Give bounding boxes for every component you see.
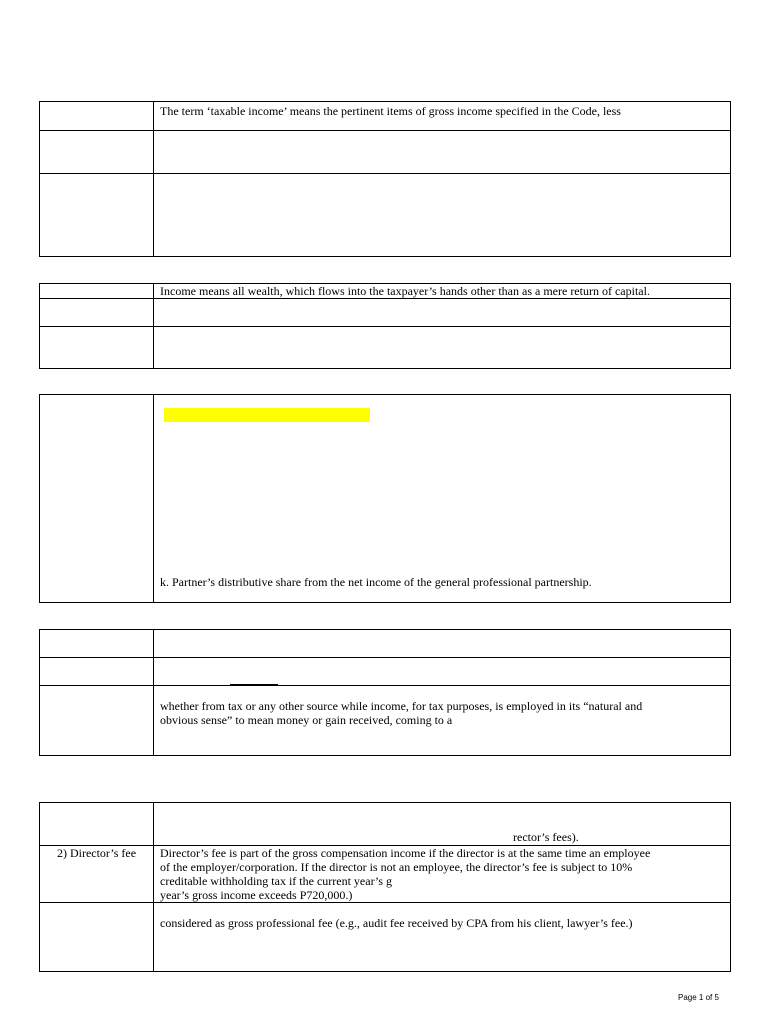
table4-row1-content: [154, 630, 731, 658]
directors-fee-label: 2) Director’s fee: [56, 846, 137, 860]
taxable-income-definition: The term ‘taxable income’ means the pertinent items of gross income specified in the Code, less: [160, 104, 621, 118]
table3-row1-content: [154, 395, 731, 603]
table4-row2-content: [154, 658, 731, 686]
table3-row1-label: [40, 395, 154, 603]
natural-sense-line2: obvious sense” to mean money or gain received, coming to a: [160, 713, 453, 727]
directors-fee-line1: Director’s fee is part of the gross compensation income if the director is at the same time an employee: [160, 846, 651, 860]
table1-row1-content: [154, 102, 731, 131]
table1-row3-content: [154, 174, 731, 257]
table5-row1-label: [40, 803, 154, 846]
partner-share-item: k. Partner’s distributive share from the net income of the general professional partnership.: [160, 575, 592, 589]
income-definition-table: [39, 283, 731, 369]
table2-row1-content: [154, 284, 731, 299]
table1-row1-label: [40, 102, 154, 131]
table4-row1-label: [40, 630, 154, 658]
table5-row3-content: [154, 903, 731, 972]
table1-row3-label: [40, 174, 154, 257]
income-definition: Income means all wealth, which flows into the taxpayer’s hands other than as a mere return of capital.: [160, 284, 650, 298]
table5-row2-label: [40, 846, 154, 903]
natural-sense-line1: whether from tax or any other source while income, for tax purposes, is employed in its “natural and: [160, 699, 643, 713]
table2-row2-content: [154, 299, 731, 327]
underline-mark: [230, 684, 278, 685]
table1-row2-content: [154, 131, 731, 174]
taxable-income-table: [39, 101, 731, 257]
gross-income-items-table: [39, 394, 731, 603]
table1-row2-label: [40, 131, 154, 174]
page-number: Page 1 of 5: [678, 993, 719, 1002]
table4-row3-content: [154, 686, 731, 756]
table4-row2-label: [40, 658, 154, 686]
table5-row1-content: [154, 803, 731, 846]
professional-fee-text: considered as gross professional fee (e.g., audit fee received by CPA from his client, lawyer’s fee.): [160, 916, 633, 930]
directors-fee-line3: creditable withholding tax if the current year’s g: [160, 874, 393, 888]
compensation-fees-table: [39, 802, 731, 972]
table2-row2-label: [40, 299, 154, 327]
income-natural-sense-text: [154, 686, 730, 727]
table2-row3-content: [154, 327, 731, 369]
directors-fee-line4: year’s gross income exceeds P720,000.): [160, 888, 353, 902]
table2-row3-label: [40, 327, 154, 369]
directors-fees-fragment: rector’s fees).: [513, 830, 579, 844]
income-meaning-table: [39, 629, 731, 756]
table5-row2-content: [154, 846, 731, 903]
table2-row1-label: [40, 284, 154, 299]
table4-row3-label: [40, 686, 154, 756]
directors-fee-line2: of the employer/corporation. If the director is not an employee, the director’s fee is subject to 10%: [160, 860, 633, 874]
highlight-mark: [164, 408, 370, 422]
directors-fee-text: [154, 846, 730, 902]
table5-row3-label: [40, 903, 154, 972]
